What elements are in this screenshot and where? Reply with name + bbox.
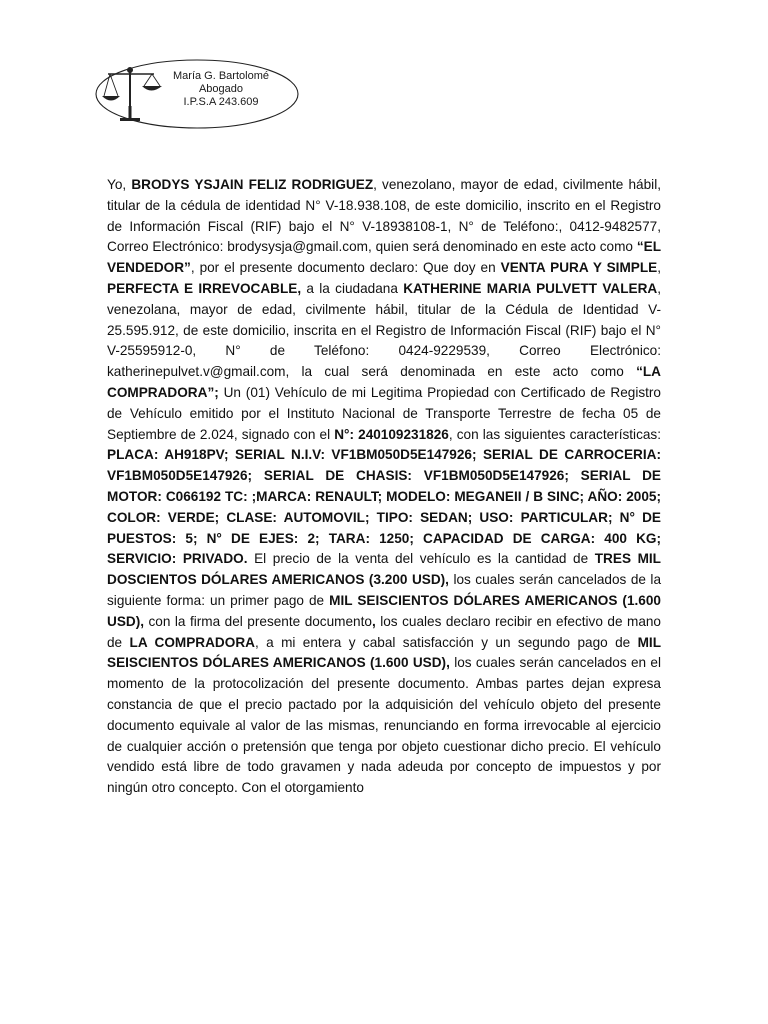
lawyer-title: Abogado xyxy=(198,83,244,95)
letterhead xyxy=(94,58,304,130)
text-segment: , por el presente documento declaro: Que doy en xyxy=(190,260,501,276)
text-segment: El precio de la venta del vehículo es la cantidad de xyxy=(247,551,595,567)
text-segment: Yo, xyxy=(107,177,132,192)
certificate-number: N°: 240109231826 xyxy=(334,426,449,442)
text-segment: a la ciudadana xyxy=(301,280,404,296)
text-segment: los cuales serán cancelados en el momento de la protocolización del presente documento. Ambas partes dejan expresa constancia de que el precio pactado por la adquisición del vehículo objeto del presente documento equivale al valor de las mismas, renunciando en forma irrevocable al ejercicio de cualquier acción o pretensión que tenga por objeto cuestionar dicho precio. El vehículo vendido está libre de todo gravamen y nada adeuda por concepto de impuestos y por ningún otro concepto. Con el otorgamiento xyxy=(107,655,661,796)
sale-type-2: PERFECTA E IRREVOCABLE, xyxy=(107,280,302,296)
buyer-designation-2: LA COMPRADORA xyxy=(129,634,255,650)
lawyer-name: María G. Bartolomé xyxy=(173,70,269,82)
buyer-designation: “LA COMPRADORA”; xyxy=(107,364,661,400)
lawyer-ipsa: I.P.S.A 243.609 xyxy=(183,96,259,108)
sale-type: VENTA PURA Y SIMPLE xyxy=(500,260,658,276)
second-payment: MIL SEISCIENTOS DÓLARES AMERICANOS (1.600 USD), xyxy=(107,634,661,671)
text-segment: , xyxy=(657,260,661,276)
first-payment: MIL SEISCIENTOS DÓLARES AMERICANOS (1.600 USD), xyxy=(107,592,661,629)
text-segment: con la firma del presente documento xyxy=(144,613,372,629)
text-segment: , a mi entera y cabal satisfacción y un segundo pago de xyxy=(254,634,638,650)
document-body xyxy=(107,175,661,799)
text-segment: , con las siguientes características: xyxy=(448,426,662,442)
bold-comma: , xyxy=(371,613,376,629)
seller-designation: “EL VENDEDOR” xyxy=(107,239,661,276)
buyer-name: KATHERINE MARIA PULVETT VALERA xyxy=(403,280,658,296)
text-segment: los cuales declaro recibir en efectivo de mano de xyxy=(107,613,661,650)
vehicle-characteristics: PLACA: AH918PV; SERIAL N.I.V: VF1BM050D5E147926; SERIAL DE CARROCERIA: VF1BM050D5E147926; SERIAL DE CHASIS: VF1BM050D5E147926; SERIAL DE MOTOR: C066192 TC: ;MARCA: RENAULT; MODELO: MEGANEII / B SINC; AÑO: 2005; COLOR: VERDE; CLASE: AUTOMOVIL; TIPO: SEDAN; USO: PARTICULAR; N° DE PUESTOS: 5; N° DE EJES: 2; TARA: 1250; CAPACIDAD DE CARGA: 400 KG; SERVICIO: PRIVADO. xyxy=(107,447,661,567)
text-segment: los cuales serán cancelados de la siguiente forma: un primer pago de xyxy=(107,572,662,608)
seller-name: BRODYS YSJAIN FELIZ RODRIGUEZ xyxy=(131,177,374,192)
text-segment: , venezolana, mayor de edad, civilmente hábil, titular de la Cédula de Identidad V-25.595.912, de este domicilio, inscrita en el Registro de Información Fiscal (RIF) bajo el N° V-25595912-0, N° de Teléfono: 0424-9229539, Correo Electrónico: katherinepulvet.v@gmail.com, la cual será denominada en este acto como xyxy=(107,280,661,380)
letterhead-text xyxy=(173,70,269,109)
text-segment: Un (01) Vehículo de mi Legitima Propiedad con Certificado de Registro de Vehículo emitido por el Instituto Nacional de Transporte Terrestre de fecha 05 de Septiembre de 2.024, signado con el xyxy=(107,384,661,442)
total-price: TRES MIL DOSCIENTOS DÓLARES AMERICANOS (3.200 USD), xyxy=(107,551,661,588)
text-segment: , venezolano, mayor de edad, civilmente hábil, titular de la cédula de identidad N° V-18.938.108, de este domicilio, inscrito en el Registro de Información Fiscal (RIF) bajo el N° V-18938108-1, N° de Teléfono:, 0412-9482577, Correo Electrónico: brodysysja@gmail.com, quien será denominado en este acto como xyxy=(107,177,661,255)
